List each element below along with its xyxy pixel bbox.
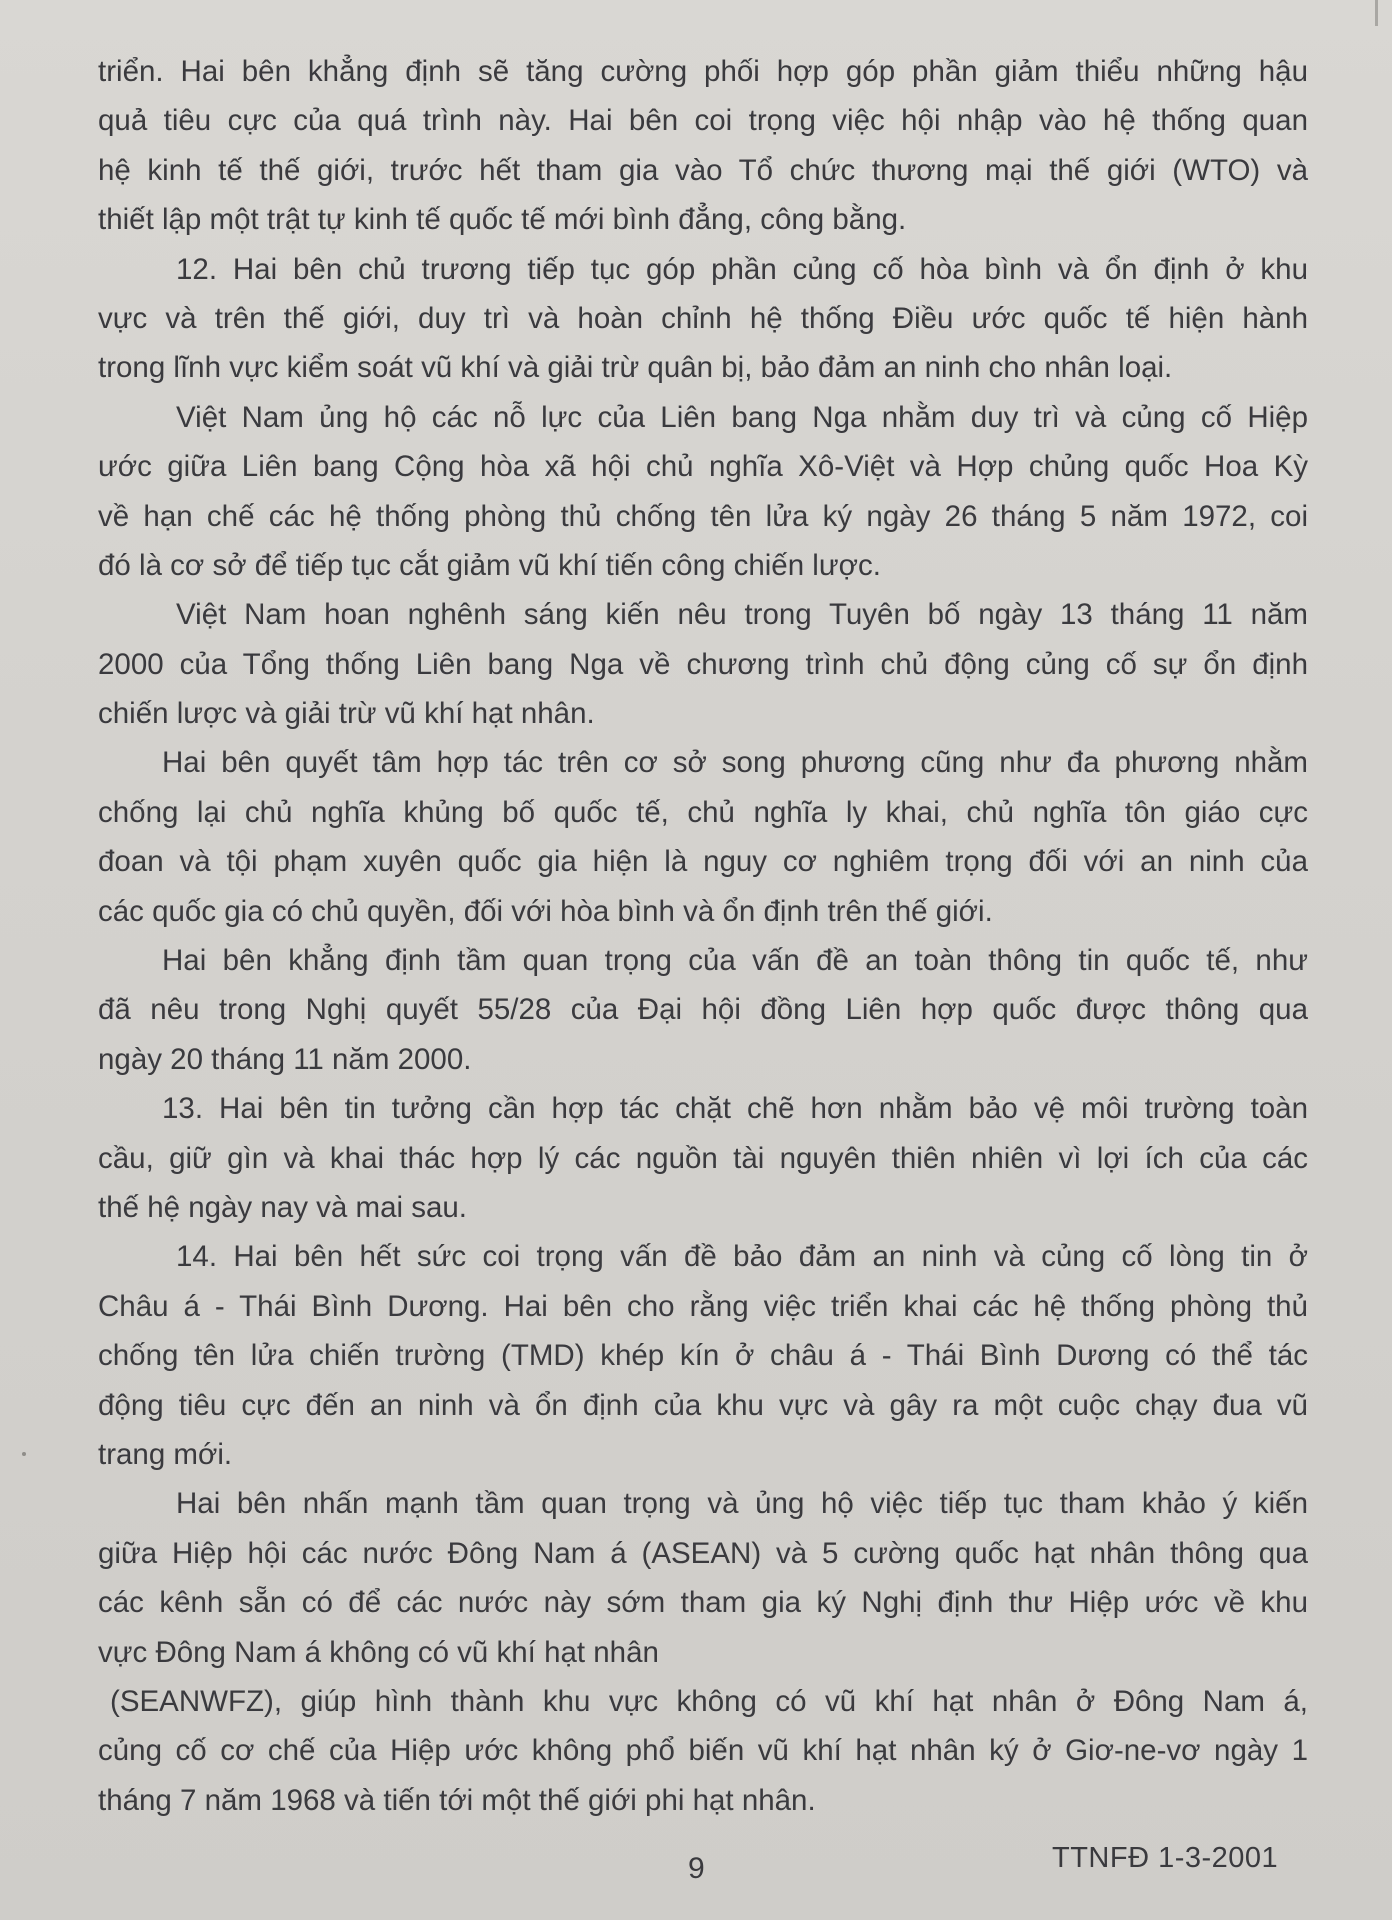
text-line: trong lĩnh vực kiểm soát vũ khí và giải trừ quân bị, bảo đảm an ninh cho nhân loại. [98,351,1173,385]
text-line: 2000 của Tổng thống Liên bang Nga về chương trình chủ động củng cố sự ổn định [98,647,1308,681]
text-line: giữa Hiệp hội các nước Đông Nam á (ASEAN) và 5 cường quốc hạt nhân thông qua [98,1536,1308,1570]
scan-dot-mark [22,1452,26,1456]
text-line: các kênh sẵn có để các nước này sớm tham gia ký Nghị định thư Hiệp ước về khu [98,1586,1308,1620]
text-line: cầu, giữ gìn và khai thác hợp lý các nguồn tài nguyên thiên nhiên vì lợi ích của các [98,1141,1308,1175]
text-line: Hai bên quyết tâm hợp tác trên cơ sở song phương cũng như đa phương nhằm [162,746,1308,780]
text-line: chiến lược và giải trừ vũ khí hạt nhân. [98,697,595,731]
text-line: thiết lập một trật tự kinh tế quốc tế mới bình đẳng, công bằng. [98,203,907,237]
text-line: trang mới. [98,1437,233,1471]
text-line: Việt Nam hoan nghênh sáng kiến nêu trong Tuyên bố ngày 13 tháng 11 năm [176,598,1308,632]
text-line: động tiêu cực đến an ninh và ổn định của khu vực và gây ra một cuộc chạy đua vũ [98,1388,1308,1422]
text-line: 14. Hai bên hết sức coi trọng vấn đề bảo đảm an ninh và củng cố lòng tin ở [176,1240,1308,1274]
text-line: đoan và tội phạm xuyên quốc gia hiện là nguy cơ nghiêm trọng đối với an ninh của [98,845,1308,879]
text-line: các quốc gia có chủ quyền, đối với hòa bình và ổn định trên thế giới. [98,894,993,928]
text-line: (SEANWFZ), giúp hình thành khu vực không có vũ khí hạt nhân ở Đông Nam á, [110,1684,1308,1718]
text-line: 12. Hai bên chủ trương tiếp tục góp phần củng cố hòa bình và ổn định ở khu [176,252,1308,286]
text-line: hệ kinh tế thế giới, trước hết tham gia vào Tổ chức thương mại thế giới (WTO) và [98,153,1308,187]
scan-edge-mark [1375,0,1378,26]
text-line: thế hệ ngày nay và mai sau. [98,1190,467,1224]
text-line: vực và trên thế giới, duy trì và hoàn chỉnh hệ thống Điều ước quốc tế hiện hành [98,301,1308,335]
text-line: Hai bên nhấn mạnh tầm quan trọng và ủng hộ việc tiếp tục tham khảo ý kiến [176,1487,1308,1521]
document-code: TTNFĐ 1-3-2001 [1052,1842,1279,1874]
text-line: 13. Hai bên tin tưởng cần hợp tác chặt chẽ hơn nhằm bảo vệ môi trường toàn [162,1092,1308,1126]
text-line: ước giữa Liên bang Cộng hòa xã hội chủ nghĩa Xô-Việt và Hợp chủng quốc Hoa Kỳ [98,450,1308,484]
text-line: củng cố cơ chế của Hiệp ước không phổ biến vũ khí hạt nhân ký ở Giơ-ne-vơ ngày 1 [98,1734,1308,1768]
text-line: đã nêu trong Nghị quyết 55/28 của Đại hội đồng Liên hợp quốc được thông qua [98,993,1308,1027]
text-line: quả tiêu cực của quá trình này. Hai bên coi trọng việc hội nhập vào hệ thống quan [98,104,1308,138]
document-body [98,47,1308,1825]
text-line: Hai bên khẳng định tầm quan trọng của vấn đề an toàn thông tin quốc tế, như [162,944,1308,978]
text-line: chống lại chủ nghĩa khủng bố quốc tế, chủ nghĩa ly khai, chủ nghĩa tôn giáo cực [98,795,1308,829]
text-line: vực Đông Nam á không có vũ khí hạt nhân [98,1635,659,1669]
text-line: Việt Nam ủng hộ các nỗ lực của Liên bang Nga nhằm duy trì và củng cố Hiệp [176,400,1308,434]
text-line: triển. Hai bên khẳng định sẽ tăng cường phối hợp góp phần giảm thiểu những hậu [98,55,1308,88]
text-line: về hạn chế các hệ thống phòng thủ chống tên lửa ký ngày 26 tháng 5 năm 1972, coi [98,499,1308,533]
text-line: đó là cơ sở để tiếp tục cắt giảm vũ khí tiến công chiến lược. [98,548,881,582]
text-line: chống tên lửa chiến trường (TMD) khép kín ở châu á - Thái Bình Dương có thể tác [98,1339,1308,1373]
page-number: 9 [688,1852,705,1885]
text-line: ngày 20 tháng 11 năm 2000. [98,1042,472,1076]
text-line: tháng 7 năm 1968 và tiến tới một thế giới phi hạt nhân. [98,1783,816,1817]
text-line: Châu á - Thái Bình Dương. Hai bên cho rằng việc triển khai các hệ thống phòng thủ [98,1289,1308,1323]
